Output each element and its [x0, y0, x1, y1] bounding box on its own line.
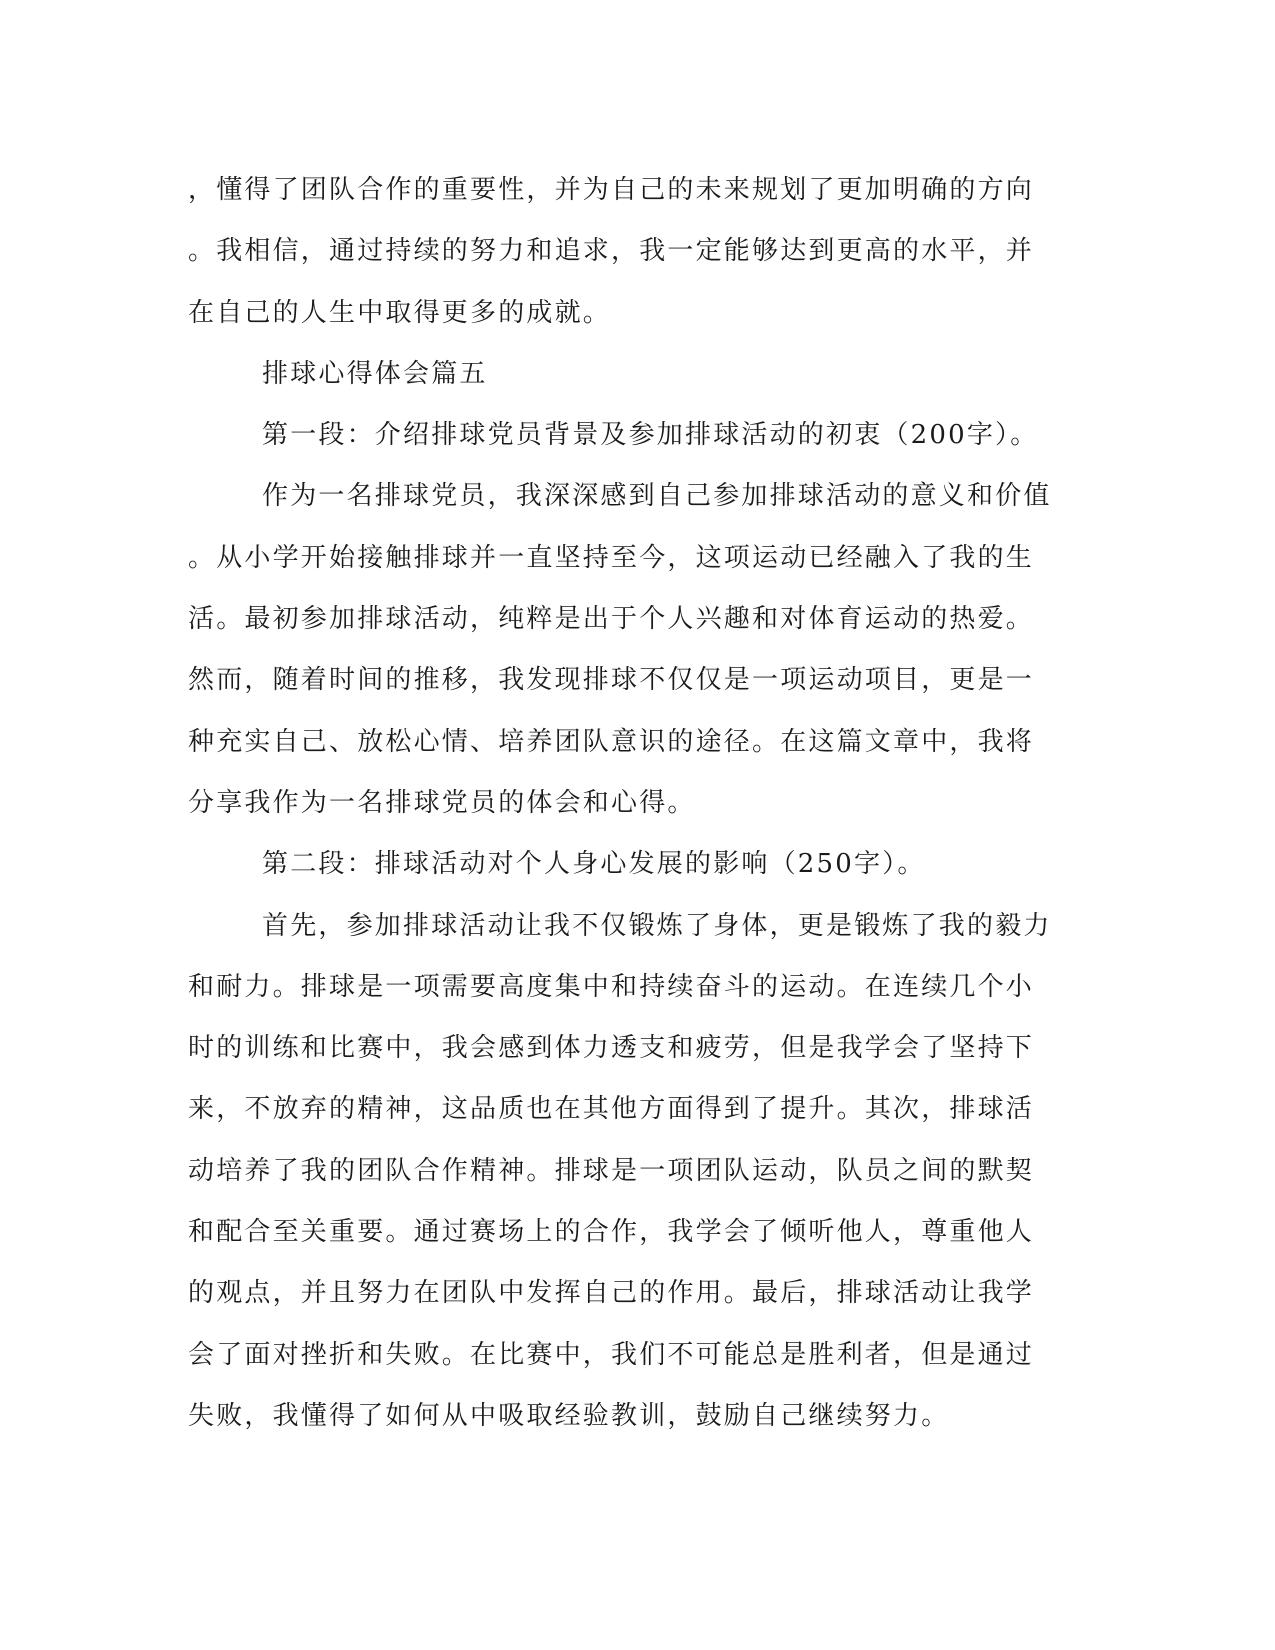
- document-body: [188, 160, 1068, 1447]
- text-line: 种充实自己、放松心情、培养团队意识的途径。在这篇文章中，我将: [188, 726, 1035, 757]
- text-line: 会了面对挫折和失败。在比赛中，我们不可能总是胜利者，但是通过: [188, 1339, 1035, 1370]
- text-line: 。从小学开始接触排球并一直坚持至今，这项运动已经融入了我的生: [188, 542, 1035, 573]
- text-line: 的观点，并且努力在团队中发挥自己的作用。最后，排球活动让我学: [188, 1278, 1035, 1309]
- text-line: 第一段：介绍排球党员背景及参加排球活动的初衷（200字）。: [262, 420, 1039, 451]
- text-line: 活。最初参加排球活动，纯粹是出于个人兴趣和对体育运动的热爱。: [188, 604, 1035, 635]
- text-line: 作为一名排球党员，我深深感到自己参加排球活动的意义和价值: [262, 481, 1052, 512]
- text-line: 然而，随着时间的推移，我发现排球不仅仅是一项运动项目，更是一: [188, 665, 1035, 696]
- text-line: 首先，参加排球活动让我不仅锻炼了身体，更是锻炼了我的毅力: [262, 910, 1052, 941]
- text-line: 来，不放弃的精神，这品质也在其他方面得到了提升。其次，排球活: [188, 1094, 1035, 1125]
- text-line: 在自己的人生中取得更多的成就。: [188, 297, 612, 328]
- text-line: 动培养了我的团队合作精神。排球是一项团队运动，队员之间的默契: [188, 1155, 1035, 1186]
- text-line: 时的训练和比赛中，我会感到体力透支和疲劳，但是我学会了坚持下: [188, 1033, 1035, 1064]
- section-heading: 排球心得体会篇五: [262, 358, 488, 389]
- text-line: 分享我作为一名排球党员的体会和心得。: [188, 787, 696, 818]
- text-line: 和耐力。排球是一项需要高度集中和持续奋斗的运动。在连续几个小: [188, 971, 1035, 1002]
- text-line: 失败，我懂得了如何从中吸取经验教训，鼓励自己继续努力。: [188, 1400, 950, 1431]
- text-line: 。我相信，通过持续的努力和追求，我一定能够达到更高的水平，并: [188, 236, 1035, 267]
- text-line: 第二段：排球活动对个人身心发展的影响（250字）。: [262, 849, 926, 880]
- text-line: 和配合至关重要。通过赛场上的合作，我学会了倾听他人，尊重他人: [188, 1217, 1035, 1248]
- text-line: ，懂得了团队合作的重要性，并为自己的未来规划了更加明确的方向: [188, 175, 1035, 205]
